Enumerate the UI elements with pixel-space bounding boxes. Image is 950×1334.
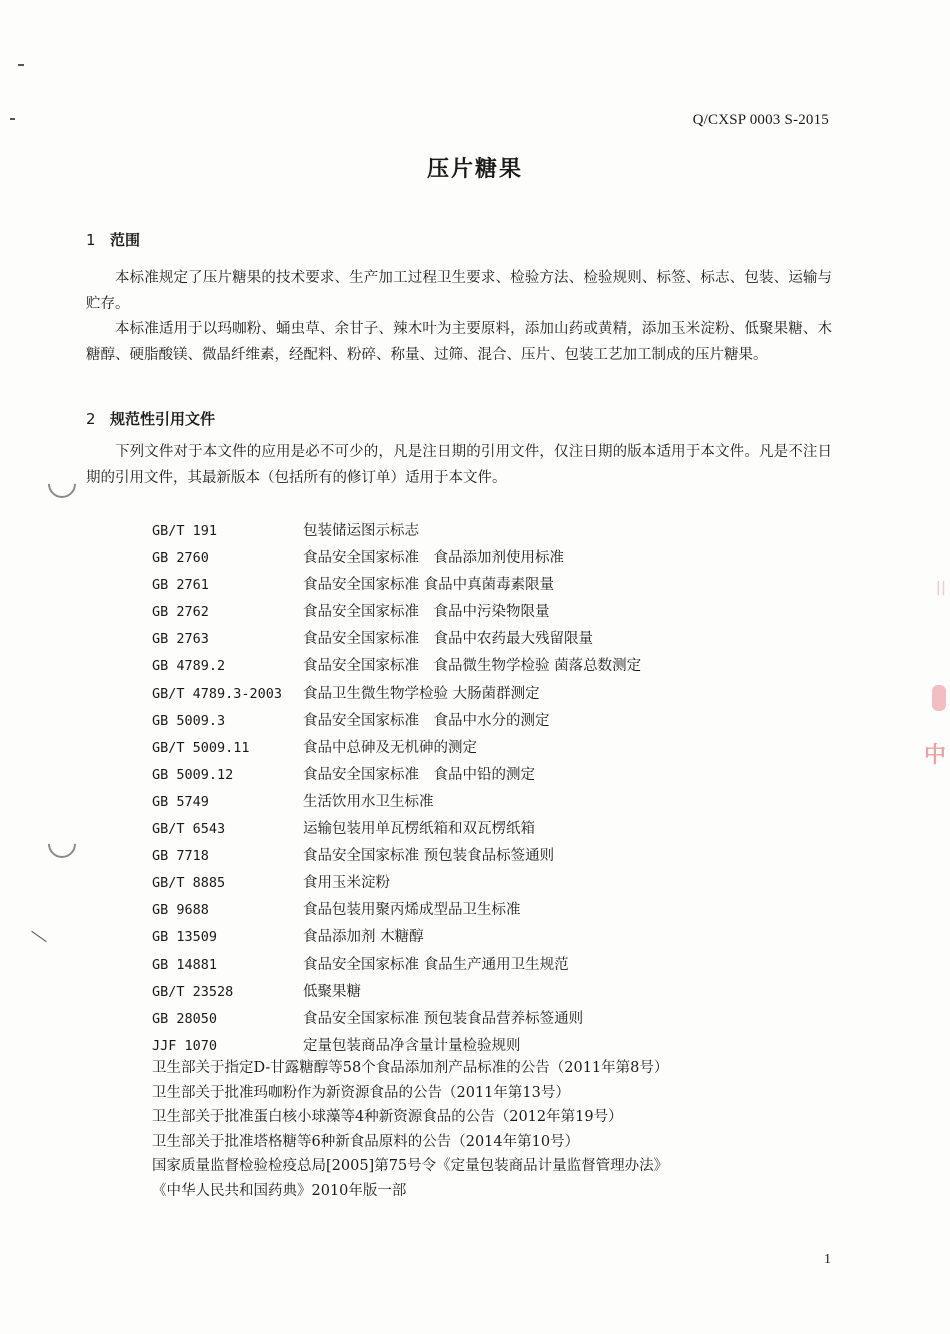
reference-row — [152, 979, 792, 1006]
reference-code: GB 7718 — [152, 848, 209, 865]
reference-code: GB/T 23528 — [152, 983, 234, 1000]
reference-code: GB/T 5009.11 — [152, 739, 250, 756]
reference-row — [152, 518, 792, 545]
section-number: 2 — [86, 410, 96, 428]
reference-title: 定量包装商品净含量计量检验规则 — [303, 1037, 521, 1054]
page-number: 1 — [824, 1252, 831, 1267]
reference-row — [152, 1006, 792, 1033]
reference-title: 食品安全国家标准 食品中铅的测定 — [303, 766, 535, 783]
other-documents-list — [152, 1056, 832, 1204]
reference-row — [152, 762, 792, 789]
paragraph: 本标准规定了压片糖果的技术要求、生产加工过程卫生要求、检验方法、检验规则、标签、标志、包装、运输与贮存。 — [86, 270, 832, 312]
reference-title: 食品安全国家标准 预包装食品营养标签通则 — [303, 1010, 584, 1027]
reference-row — [152, 708, 792, 735]
reference-title: 食用玉米淀粉 — [303, 875, 390, 892]
punch-hole-mark — [42, 824, 82, 864]
reference-list — [152, 518, 792, 1060]
reference-title: 食品安全国家标准 食品中污染物限量 — [303, 604, 550, 621]
paragraph: 下列文件对于本文件的应用是必不可少的，凡是注日期的引用文件，仅注日期的版本适用于本文件。凡是不注日期的引用文件，其最新版本（包括所有的修订单）适用于本文件。 — [86, 444, 832, 486]
reference-code: GB 13509 — [152, 929, 218, 946]
reference-code: GB 5749 — [152, 793, 209, 810]
section-2-heading — [86, 408, 215, 429]
reference-title: 食品安全国家标准 食品添加剂使用标准 — [303, 550, 564, 567]
reference-code: GB 4789.2 — [152, 658, 226, 675]
reference-title: 食品安全国家标准 食品中真菌毒素限量 — [303, 577, 555, 594]
reference-row — [152, 545, 792, 572]
seal-stamp-fragment: || — [935, 580, 946, 596]
paragraph: 本标准适用于以玛咖粉、蛹虫草、余甘子、辣木叶为主要原料，添加山药或黄精，添加玉米淀粉、低聚果糖、木糖醇、硬脂酸镁、微晶纤维素，经配料、粉碎、称量、过筛、混合、压片、包装工艺加工制成的压片糖果。 — [86, 321, 832, 363]
other-document-item: 卫生部关于指定D-甘露糖醇等58个食品添加剂产品标准的公告（2011年第8号） — [152, 1060, 669, 1076]
scan-mark — [31, 931, 46, 942]
reference-title: 食品安全国家标准 食品中水分的测定 — [303, 712, 550, 729]
reference-title: 食品添加剂 木糖醇 — [303, 929, 424, 946]
reference-code: GB 14881 — [152, 956, 218, 973]
reference-row — [152, 924, 792, 951]
scan-mark — [10, 118, 15, 120]
section-1-heading — [86, 229, 140, 250]
reference-code: GB 2761 — [152, 577, 209, 594]
scan-mark — [18, 64, 24, 66]
seal-stamp-fragment — [932, 685, 946, 711]
reference-title: 食品卫生微生物学检验 大肠菌群测定 — [303, 685, 540, 702]
standard-code: Q/CXSP 0003 S-2015 — [692, 112, 829, 128]
reference-row — [152, 653, 792, 680]
reference-row — [152, 626, 792, 653]
reference-row — [152, 681, 792, 708]
section-title: 规范性引用文件 — [110, 410, 216, 428]
reference-code: GB 2763 — [152, 631, 209, 648]
reference-code: JJF 1070 — [152, 1037, 218, 1054]
reference-row — [152, 572, 792, 599]
reference-row — [152, 952, 792, 979]
reference-code: GB 9688 — [152, 902, 209, 919]
reference-code: GB 28050 — [152, 1010, 218, 1027]
reference-row — [152, 870, 792, 897]
reference-row — [152, 897, 792, 924]
reference-title: 食品安全国家标准 食品生产通用卫生规范 — [303, 956, 569, 973]
section-number: 1 — [86, 231, 96, 249]
document-title: 压片糖果 — [426, 157, 523, 182]
reference-row — [152, 816, 792, 843]
reference-row — [152, 735, 792, 762]
reference-row — [152, 599, 792, 626]
reference-title: 运输包装用单瓦楞纸箱和双瓦楞纸箱 — [303, 821, 535, 838]
reference-code: GB 2760 — [152, 550, 209, 567]
reference-title: 食品包装用聚丙烯成型品卫生标准 — [303, 902, 521, 919]
other-document-item: 卫生部关于批准蛋白核小球藻等4种新资源食品的公告（2012年第19号） — [152, 1109, 623, 1126]
reference-title: 食品安全国家标准 食品微生物学检验 菌落总数测定 — [303, 658, 642, 675]
reference-row — [152, 843, 792, 870]
reference-title: 包装储运图示标志 — [303, 523, 419, 539]
reference-title: 食品安全国家标准 预包装食品标签通则 — [303, 848, 555, 865]
reference-title: 食品安全国家标准 食品中农药最大残留限量 — [303, 631, 593, 648]
reference-code: GB/T 6543 — [152, 821, 226, 838]
other-document-item: 《中华人民共和国药典》2010年版一部 — [152, 1182, 407, 1199]
reference-code: GB 5009.3 — [152, 712, 226, 729]
reference-code: GB/T 8885 — [152, 875, 226, 892]
other-document-item: 卫生部关于批准塔格糖等6种新食品原料的公告（2014年第10号） — [152, 1133, 580, 1150]
reference-title: 食品中总砷及无机砷的测定 — [303, 739, 477, 756]
reference-code: GB/T 191 — [152, 523, 218, 539]
other-document-item: 国家质量监督检验检疫总局[2005]第75号令《定量包装商品计量监督管理办法》 — [152, 1158, 669, 1175]
other-document-item: 卫生部关于批准玛咖粉作为新资源食品的公告（2011年第13号） — [152, 1084, 570, 1101]
reference-code: GB/T 4789.3-2003 — [152, 685, 283, 702]
reference-code: GB 5009.12 — [152, 766, 234, 783]
seal-stamp-fragment: 中 — [923, 743, 946, 768]
reference-title: 生活饮用水卫生标准 — [303, 793, 434, 810]
punch-hole-mark — [42, 464, 82, 504]
section-title: 范围 — [110, 231, 141, 249]
reference-code: GB 2762 — [152, 604, 209, 621]
reference-title: 低聚果糖 — [303, 983, 361, 1000]
reference-row — [152, 789, 792, 816]
